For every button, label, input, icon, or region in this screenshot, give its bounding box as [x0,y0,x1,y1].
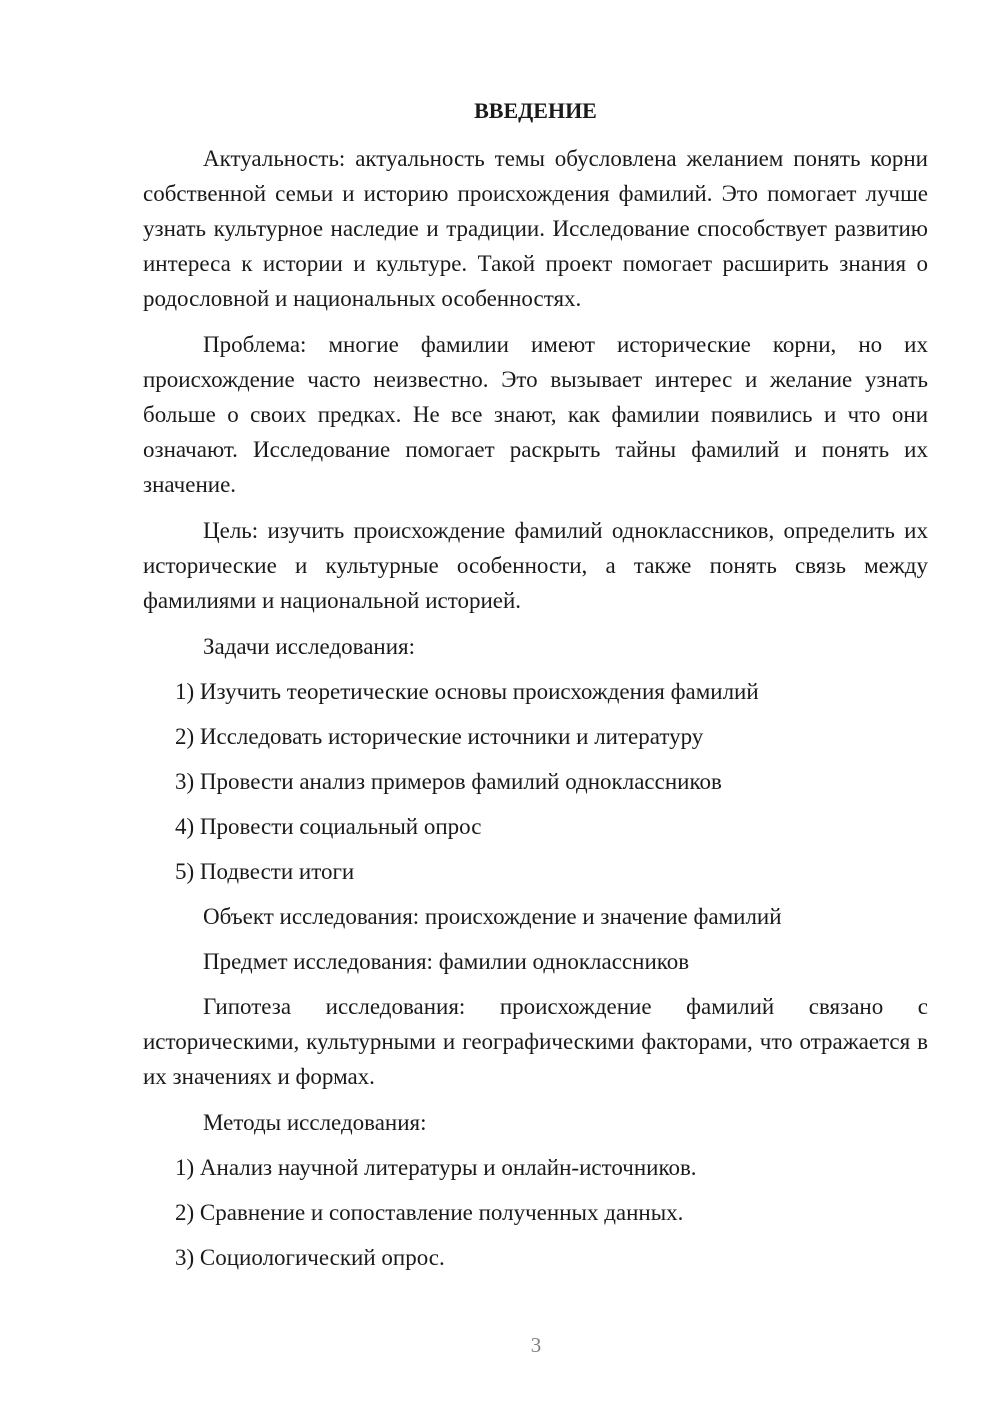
subject-line: Предмет исследования: фамилии одноклассников [203,949,690,974]
methods-heading: Методы исследования: [203,1110,427,1135]
section-title: ВВЕДЕНИЕ [474,98,597,123]
method-item: 3) Социологический опрос. [175,1245,445,1270]
goal-paragraph: Цель: изучить происхождение фамилий одноклассников, определить их исторические и культурные особенности, а также понять связь между фамилиями и национальной историей. [143,518,928,613]
tasks-heading: Задачи исследования: [203,634,416,659]
relevance-paragraph: Актуальность: актуальность темы обусловлена желанием понять корни собственной семьи и историю происхождения фамилий. Это помогает лучше узнать культурное наследие и традиции. Исследование способствует развитию интереса к истории и культуре. Такой проект помогает расширить знания о родословной и национальных особенностях. [143,146,928,311]
task-item: 1) Изучить теоретические основы происхождения фамилий [175,679,759,704]
task-item: 4) Провести социальный опрос [175,814,482,839]
task-item: 3) Провести анализ примеров фамилий одноклассников [175,769,722,794]
method-item: 1) Анализ научной литературы и онлайн-источников. [175,1155,697,1180]
object-line: Объект исследования: происхождение и значение фамилий [203,904,782,929]
task-item: 5) Подвести итоги [175,859,355,884]
page-content [143,96,928,1285]
problem-paragraph: Проблема: многие фамилии имеют исторические корни, но их происхождение часто неизвестно. Это вызывает интерес и желание узнать больше о своих предках. Не все знают, как фамилии появились и что они означают. Исследование помогает раскрыть тайны фамилий и понять их значение. [143,332,928,497]
hypothesis-paragraph: Гипотеза исследования: происхождение фамилий связано с историческими, культурными и географическими факторами, что отражается в их значениях и формах. [143,994,928,1089]
page-number: 3 [530,1333,542,1357]
method-item: 2) Сравнение и сопоставление полученных данных. [175,1200,684,1225]
task-item: 2) Исследовать исторические источники и литературу [175,724,704,749]
